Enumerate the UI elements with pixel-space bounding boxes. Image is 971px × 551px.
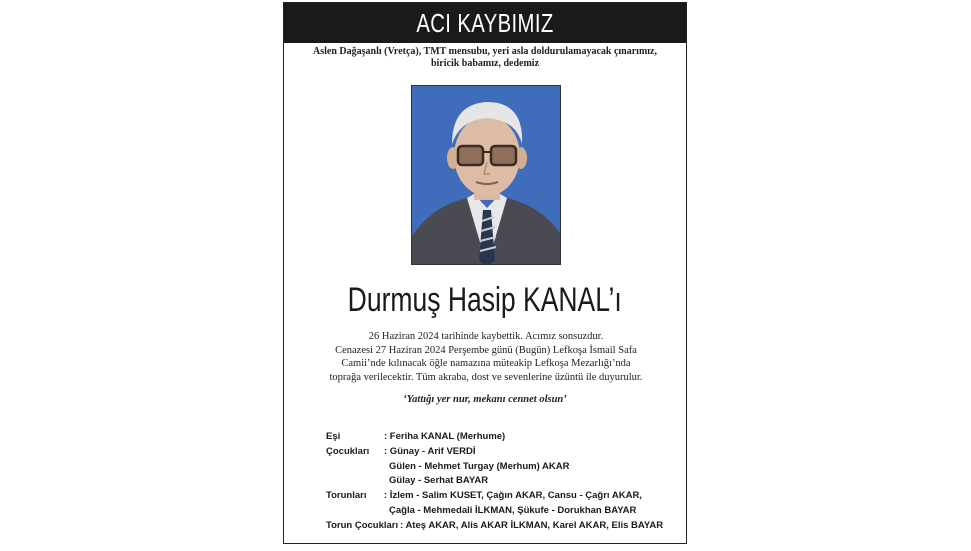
announcement-line-1: 26 Haziran 2024 tarihinde kaybettik. Acımız sonsuzdur. [368, 331, 604, 342]
notice-header [284, 3, 686, 43]
grandchildren-label: Torunları [326, 490, 367, 502]
deceased-portrait-photo [411, 85, 561, 265]
announcement-text [294, 330, 678, 384]
prayer-text: ‘Yattığı yer nur, mekanı cennet olsun’ [403, 394, 567, 405]
intro-line-1: Aslen Dağaşanlı (Vretça), TMT mensubu, yeri asla doldurulamayacak çınarımız, [313, 46, 657, 57]
great-grandchildren-value: : Ateş AKAR, Alis AKAR İLKMAN, Karel AKAR, Elis BAYAR [400, 519, 664, 531]
grandchildren-value-2: Çağla - Mehmedali İLKMAN, Şükufe - Dorukhan BAYAR [389, 504, 637, 516]
deceased-name: Durmuş Hasip KANAL’ı [347, 281, 623, 319]
children-label: Çocukları [326, 445, 370, 457]
children-value-1: : Günay - Arif VERDİ [384, 445, 476, 457]
intro-text [284, 46, 686, 70]
intro-line-2: biricik babamız, dedemiz [430, 58, 540, 69]
announcement-line-4: toprağa verilecektir. Tüm akraba, dost ve sevenlerine üzüntü ile duyurulur. [329, 371, 643, 383]
children-value-2: Gülen - Mehmet Turgay (Merhum) AKAR [389, 460, 570, 472]
children-value-3: Gülay - Serhat BAYAR [389, 475, 489, 487]
obituary-notice [283, 2, 687, 544]
grandchildren-value-1: : İzlem - Salim KUSET, Çağın AKAR, Cansu - Çağrı AKAR, [384, 490, 642, 502]
spouse-value: : Feriha KANAL (Merhume) [384, 431, 506, 442]
spouse-label: Eşi [326, 431, 341, 442]
portrait-illustration [412, 86, 561, 265]
great-grandchildren-label: Torun Çocukları [326, 519, 399, 531]
announcement-line-3: Camii’nde kılınacak öğle namazına müteakip Lefkoşa Mezarlığı’nda [341, 358, 631, 369]
announcement-line-2: Cenazesi 27 Haziran 2024 Perşembe günü (Bugün) Lefkoşa İsmail Safa [335, 344, 637, 356]
notice-title: ACI KAYBIMIZ [416, 8, 554, 38]
